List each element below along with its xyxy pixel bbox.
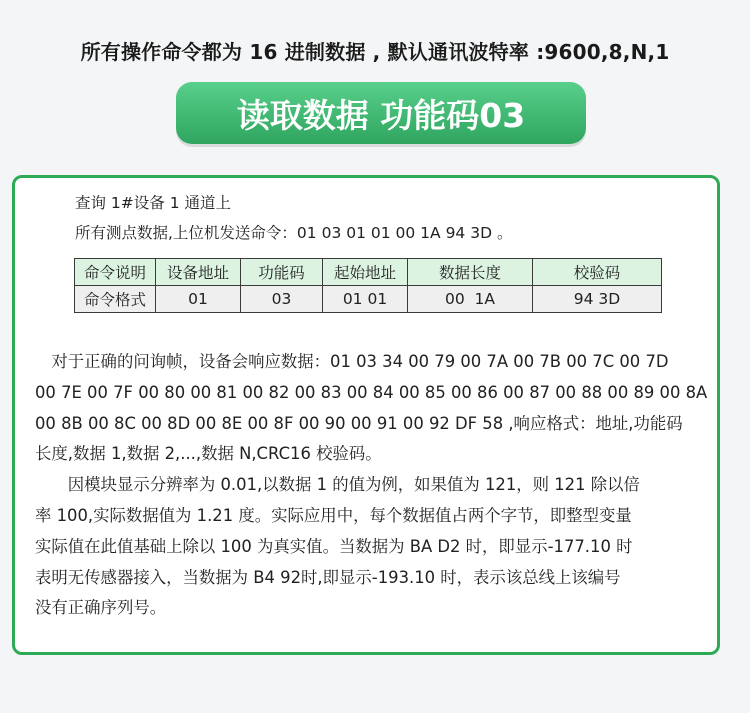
body-line: 率 100,实际数据值为 1.21 度。实际应用中，每个数据值占两个字节，即整型变量: [35, 505, 632, 525]
row-cell-description: 命令格式: [75, 286, 156, 313]
content-panel: [12, 175, 720, 655]
intro-line-2: 所有测点数据,上位机发送命令：01 03 01 01 00 1A 94 3D 。: [75, 224, 513, 242]
row-cell-start-address: 01 01: [323, 286, 408, 313]
body-line: 00 8B 00 8C 00 8D 00 8E 00 8F 00 90 00 91 00 92 DF 58 ,响应格式：地址,功能码: [35, 413, 683, 433]
command-table-format-row: [75, 286, 662, 313]
command-table-header-row: [75, 259, 662, 286]
response-description: [35, 347, 709, 624]
row-cell-device-address: 01: [156, 286, 241, 313]
body-line: 因模块显示分辨率为 0.01,以数据 1 的值为例，如果值为 121，则 121 除以倍: [35, 475, 640, 495]
function-code-banner: 读取数据 功能码03: [176, 82, 586, 144]
body-line: 表明无传感器接入，当数据为 B4 92时,即显示-193.10 时，表示该总线上该编号: [35, 567, 621, 587]
header-cell-checksum: 校验码: [533, 259, 662, 286]
row-cell-checksum: 94 3D: [533, 286, 662, 313]
header-cell-data-length: 数据长度: [408, 259, 533, 286]
row-cell-data-length: 00 1A: [408, 286, 533, 313]
body-line: 长度,数据 1,数据 2,...,数据 N,CRC16 校验码。: [35, 444, 382, 464]
header-cell-description: 命令说明: [75, 259, 156, 286]
body-line: 对于正确的问询帧，设备会响应数据：01 03 34 00 79 00 7A 00 7B 00 7C 00 7D: [35, 352, 669, 371]
row-cell-function-code: 03: [241, 286, 323, 313]
page-header: 所有操作命令都为 16 进制数据 , 默认通讯波特率 :9600,8,N,1: [80, 40, 670, 64]
body-line: 没有正确序列号。: [35, 598, 167, 618]
body-line: 00 7E 00 7F 00 80 00 81 00 82 00 83 00 84 00 85 00 86 00 87 00 88 00 89 00 8A: [35, 382, 708, 402]
header-cell-start-address: 起始地址: [323, 259, 408, 286]
command-table: [74, 258, 662, 313]
header-cell-function-code: 功能码: [241, 259, 323, 286]
intro-line-1: 查询 1#设备 1 通道上: [75, 194, 231, 212]
header-cell-device-address: 设备地址: [156, 259, 241, 286]
body-line: 实际值在此值基础上除以 100 为真实值。当数据为 BA D2 时，即显示-177.10 时: [35, 536, 633, 556]
